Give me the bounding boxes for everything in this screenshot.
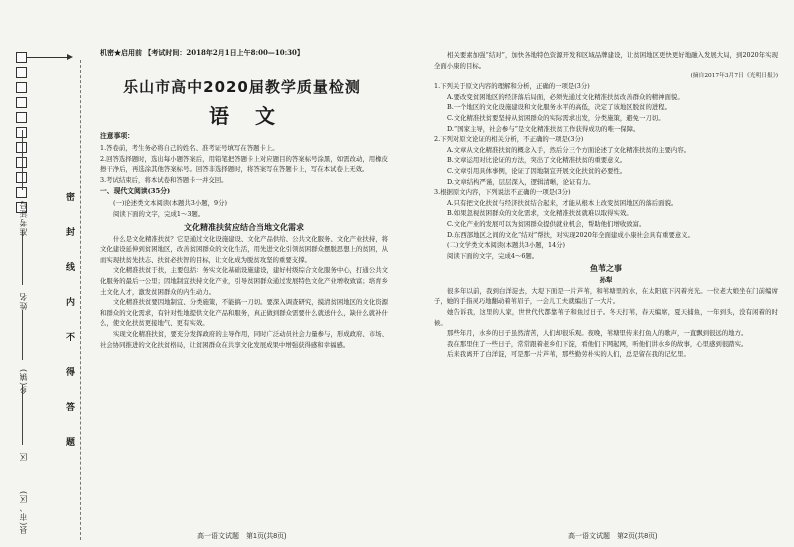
grid-box <box>16 97 27 108</box>
article-paragraph: 文化精准扶贫要因地制宜、分类施策，不能搞一刀切。要深入调查研究，摸清贫困地区的文化资源和群众的文化需求，有针对性地提供文化产品和服务，真正做到群众需要什么就送什么，缺什么就补什么，使文化扶贫更接地气、更有实效。 <box>100 298 388 328</box>
article-paragraph: 实现文化精准扶贫，要充分发挥政府的主导作用，同时广泛动员社会力量参与，形成政府、市场、社会协同推进的文化扶贫格局，让贫困群众在共享文化发展成果中增强获得感和幸福感。 <box>100 329 388 349</box>
option: D.文章结构严谨，层层深入，逻辑清晰，论证有力。 <box>447 177 595 186</box>
seal-line <box>80 60 81 540</box>
instruction: 阅读下面的文字，完成4～6题。 <box>447 251 539 260</box>
question-3: 3.根据原文内容，下列说法不正确的一项是(3分) <box>434 188 571 197</box>
article-source: (摘自2017年3月7日《光明日报》) <box>690 73 778 80</box>
question-2: 2.下列对原文论证的相关分析，不正确的一项是(3分) <box>434 135 584 144</box>
page-footer: 高一语文试题 第1页(共8页) <box>197 533 287 540</box>
seal-char: 得 <box>66 368 76 378</box>
seal-char: 题 <box>66 438 76 448</box>
exam-no-label: 准考证号 <box>19 200 28 236</box>
article-title: 文化精准扶贫应结合当地文化需求 <box>184 221 304 232</box>
grid-box <box>16 67 27 78</box>
notice-block <box>100 130 388 350</box>
notice-title: 注意事项： <box>100 132 134 140</box>
option: B.一个地区的文化设施建设和文化服务水平的高低，决定了该地区脱贫的进程。 <box>447 103 672 112</box>
seal-char: 不 <box>66 333 76 343</box>
notice-item: 1.答卷前，考生务必将自己的姓名、准考证号填写在答题卡上。 <box>100 144 279 152</box>
option: A.要改变贫困地区的经济落后局面，必须先通过文化精准扶贫改善群众的精神面貌。 <box>447 92 684 101</box>
option: D.“国家主导，社会参与”是文化精准扶贫工作获得成功的唯一保障。 <box>447 124 640 133</box>
page-gutter <box>408 0 409 547</box>
grid-box <box>16 82 27 93</box>
notice-item: 2.回答选择题时，选出每小题答案后，用铅笔把答题卡上对应题目的答案标号涂黑，如需改动，用橡皮擦干净后，再选涂其他答案标号。回答非选择题时，将答案写在答题卡上，写在本试卷上无效。 <box>100 154 388 174</box>
page-footer: 高一语文试题 第2页(共8页) <box>568 533 658 540</box>
name-label: 姓名 <box>19 292 28 310</box>
story-paragraph: 后来我离开了白洋淀，可是那一片芦苇，那些勤劳朴实的人们，总是留在我的记忆里。 <box>447 350 690 359</box>
page-left <box>92 0 392 547</box>
article-paragraph: 文化精准扶贫于扶，主要包括：务实文化基础设施建设，建好村级综合文化服务中心，打通公共文化服务的最后一公里；因地制宜扶持文化产业，引导贫困群众通过发展特色文化产业增收致富；培育乡土文化人才，激发贫困群众的内生动力。 <box>100 266 388 296</box>
page-right <box>428 0 784 547</box>
option: B.文章运用对比论证的方法，突出了文化精准扶贫的重要意义。 <box>447 156 627 165</box>
option: D.东西部地区之间的文化“结对”帮扶，对实现2020年全面建成小康社会具有重要意义。 <box>447 230 695 239</box>
questions-block <box>434 50 778 360</box>
story-author: 孙犁 <box>599 276 613 285</box>
subsection-heading: (一)论述类文本阅读(本题共3小题，9分) <box>113 199 227 208</box>
article-paragraph: 什么是文化精准扶贫？它是通过文化设施建设、文化产品供给、公共文化服务、文化产业扶持，将文化建设延伸到贫困地区，改善贫困群众的文化生活，用先进文化引领贫困群众摆脱思想上的贫困，从而实现扶贫先扶志、扶贫必扶智的目标，让文化成为脱贫攻坚的重要支撑。 <box>100 234 388 264</box>
option: C.文化产业的发展可以为贫困群众提供就业机会，帮助他们增收致富。 <box>447 219 646 228</box>
seal-char: 内 <box>66 298 76 308</box>
option: A.只有把文化扶贫与经济扶贫结合起来，才能从根本上改变贫困地区的落后面貌。 <box>447 198 678 207</box>
district-line <box>22 385 23 445</box>
story-paragraph: 很多年以前，我到白洋淀去，大堤下面是一片芦苇，和苇塘里的水，在太阳底下闪着亮光。一位老大娘坐在门前编席子，她的手指灵巧地翻动着苇眉子，一会儿工夫就编出了一大片。 <box>434 286 778 306</box>
instruction: 阅读下面的文字，完成1～3题。 <box>113 209 205 218</box>
seal-char: 封 <box>66 228 76 238</box>
town-line <box>22 310 23 360</box>
seal-char: 线 <box>66 263 76 273</box>
name-line <box>22 230 23 285</box>
story-paragraph: 我在那里住了一些日子，常常跟着老乡们下淀，看他们下网起网，听他们讲水乡的故事，心里感到很踏实。 <box>447 339 748 348</box>
option: B.如果忽视贫困群众的文化需求，文化精准扶贫就难以取得实效。 <box>447 209 633 218</box>
option: C.文化精准扶贫要坚持从贫困群众的实际需求出发，分类施策，避免一刀切。 <box>447 113 665 122</box>
town-label: 乡(镇) <box>19 368 28 395</box>
district-label: 区 <box>19 452 28 461</box>
notice-item: 3.考试结束后，将本试卷和答题卡一并交回。 <box>100 175 228 184</box>
grid-box <box>16 112 27 123</box>
exam-time-note: 机密★启用前 【考试时间：2018年2月1日上午8:00—10:30】 <box>100 48 304 57</box>
county-label: 县(市、区) <box>19 490 28 535</box>
subsection-heading: (二)文学类文本阅读(本题共3小题，14分) <box>447 241 566 250</box>
article-ending: 相关要素加强“结对”，加快各地特色资源开发和区域品牌建设，让贫困地区更快更好地融入发展大局，到2020年实现全面小康的目标。 <box>434 51 778 70</box>
grid-box <box>16 52 27 63</box>
option: A.文章从文化精准扶贫的概念入手，然后分三个方面论述了文化精准扶贫的主要内容。 <box>447 145 691 154</box>
school-title: 乐山市高中2020届教学质量检测 <box>123 78 361 96</box>
arrow-icon <box>27 57 67 58</box>
seal-char: 答 <box>66 403 76 413</box>
section-heading: 一、现代文阅读(35分) <box>100 187 171 196</box>
binding-strip <box>0 0 92 547</box>
exam-no-line <box>22 130 23 190</box>
question-1: 1.下列关于原文内容的理解和分析，正确的一项是(3分) <box>434 82 590 91</box>
subject-title: 语文 <box>209 104 301 128</box>
story-paragraph: 她告诉我，这里的人家，世世代代都靠苇子和鱼过日子。冬天打苇，春天编席，夏天捕鱼，一年到头，没有闲着的时候。 <box>434 308 778 327</box>
story-paragraph: 那些年月，水乡的日子虽然清苦，人们却很乐观。夜晚，苇塘里传来打鱼人的歌声，一直飘到很远的地方。 <box>447 329 748 338</box>
seal-char: 密 <box>66 193 76 203</box>
option: C.文章引用具体事例，论证了因地制宜开展文化扶贫的必要性。 <box>447 166 627 175</box>
story-title: 鱼苇之事 <box>590 263 622 274</box>
